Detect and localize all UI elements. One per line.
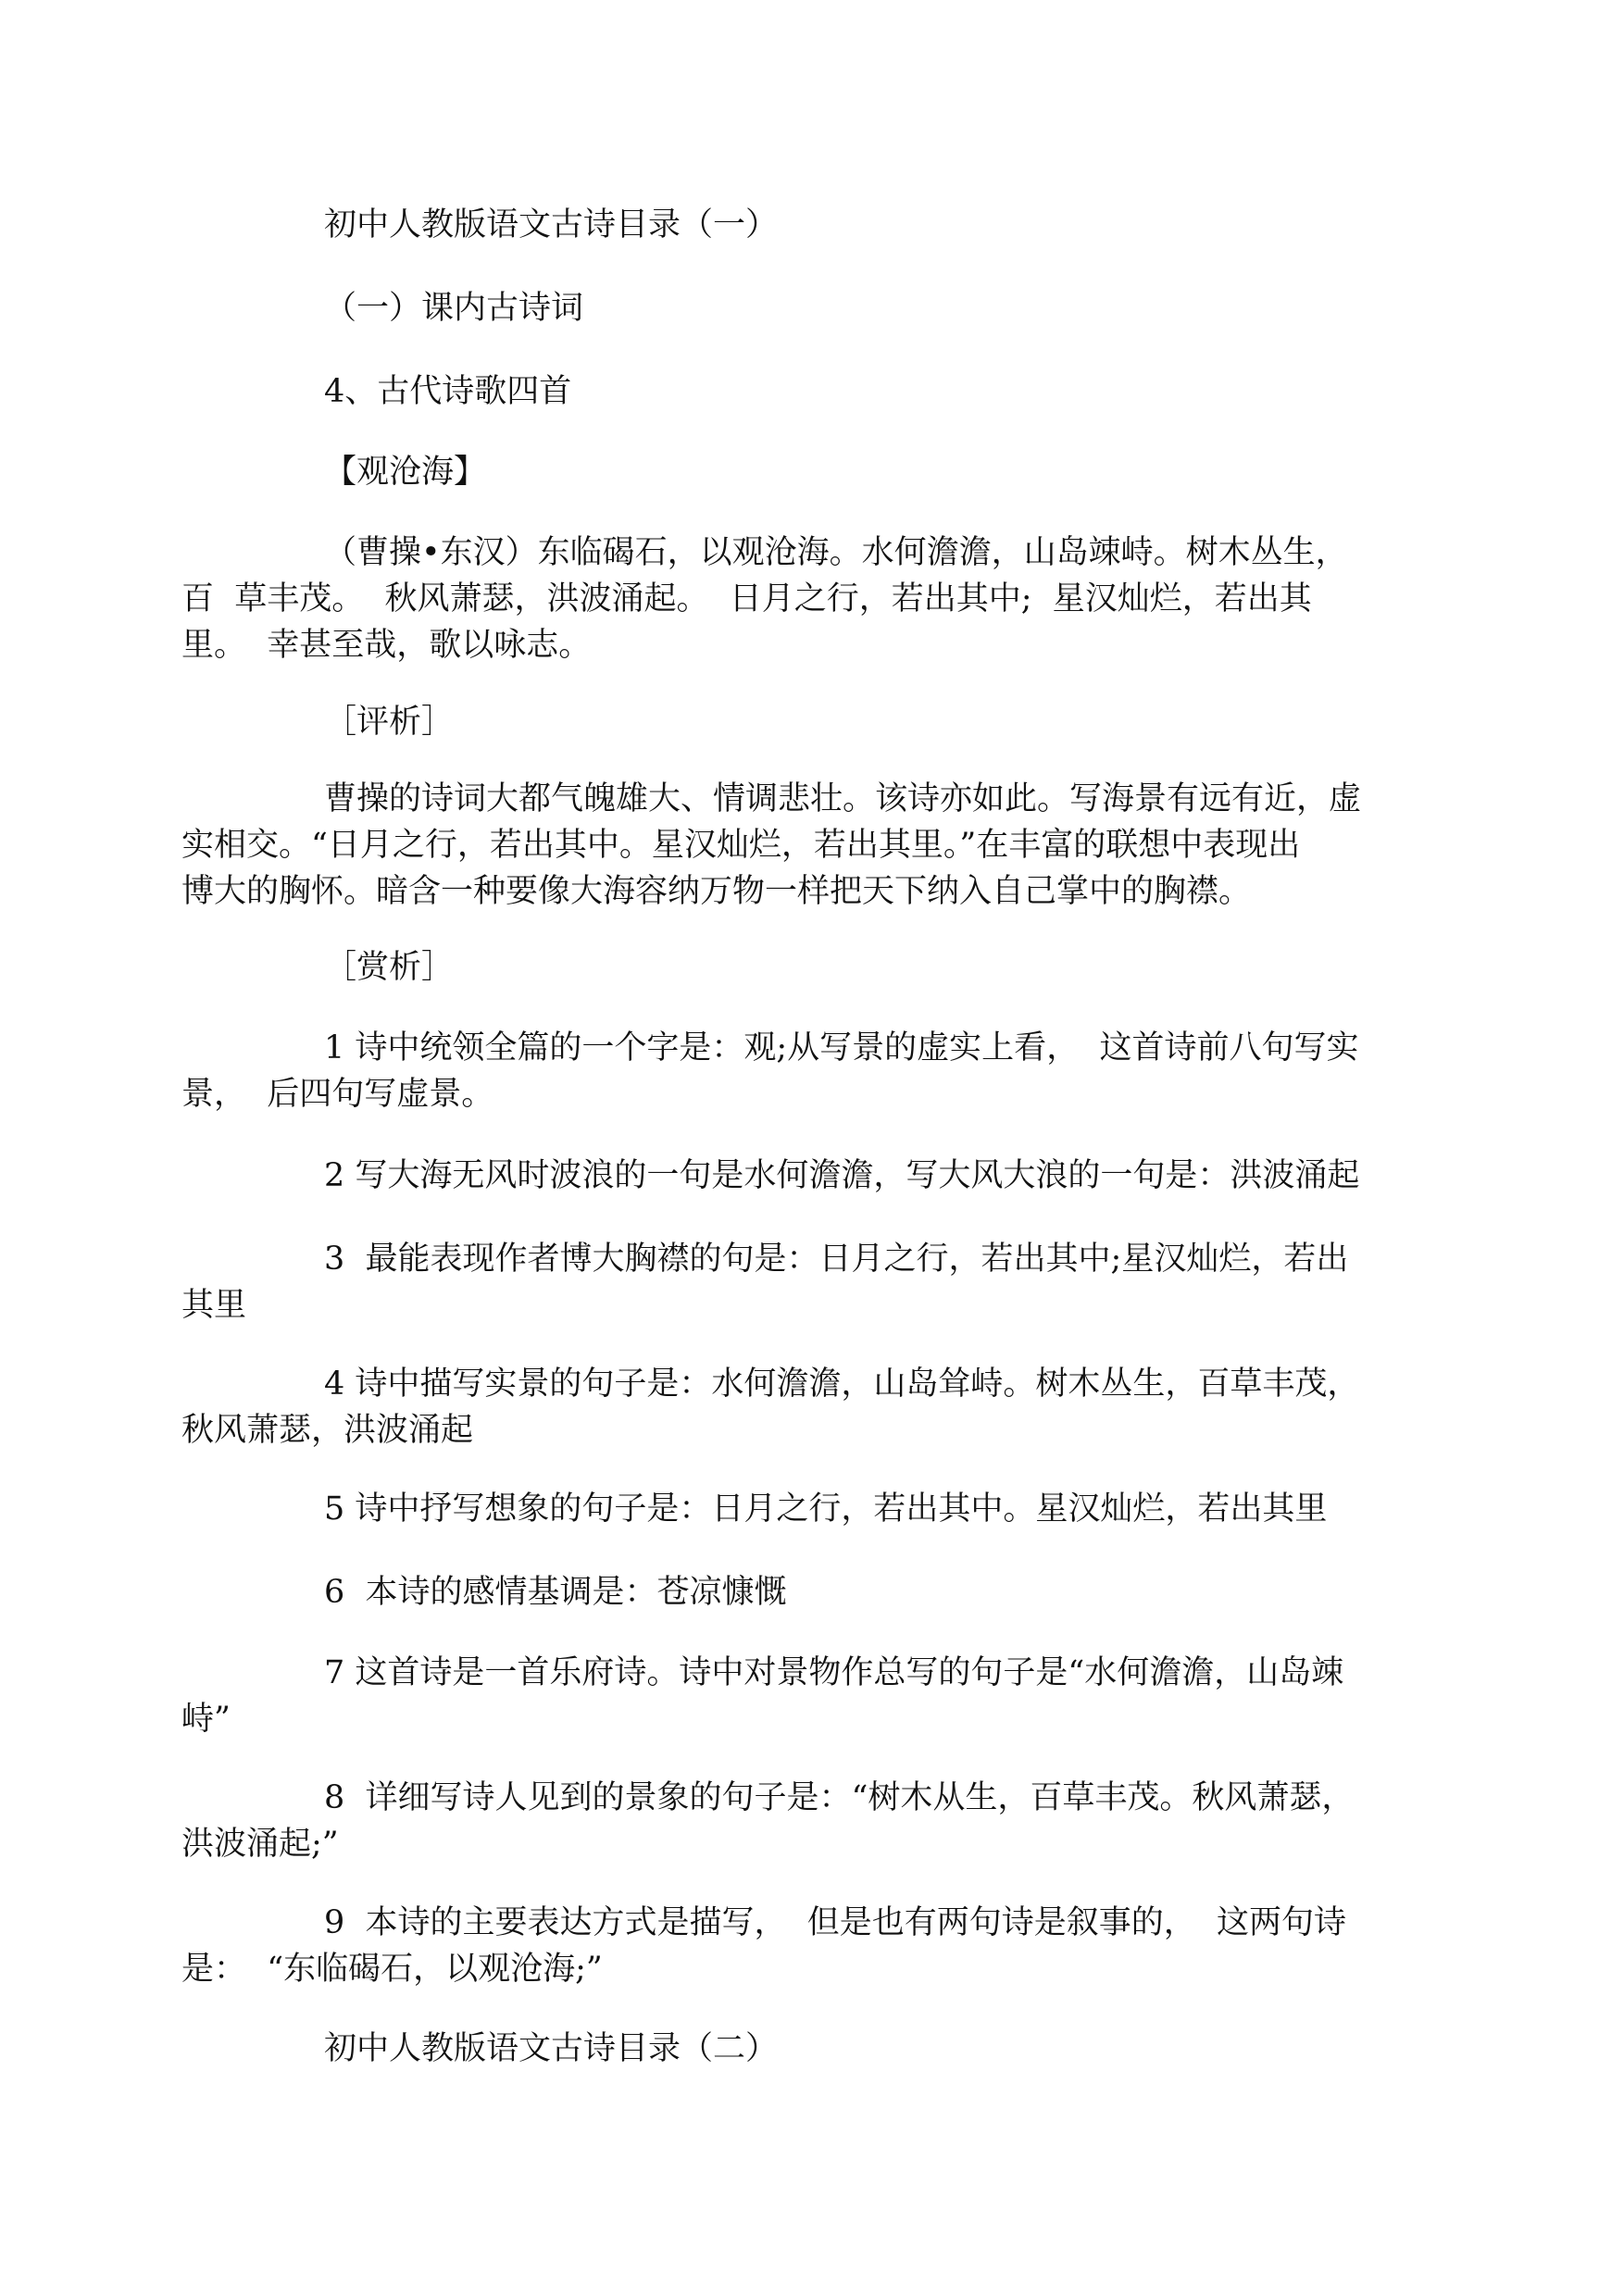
poem-line: 百 草丰茂。 秋风萧瑟，洪波涌起。 日月之行，若出其中; 星汉灿烂，若出其 — [181, 580, 1312, 617]
shangxi-item-line: 秋风萧瑟，洪波涌起 — [181, 1412, 474, 1449]
shangxi-item-line: 5 诗中抒写想象的句子是：日月之行，若出其中。星汉灿烂，若出其里 — [324, 1491, 1328, 1528]
shangxi-item-line: 2 写大海无风时波浪的一句是水何澹澹，写大风大浪的一句是：洪波涌起 — [324, 1157, 1360, 1194]
poem-line: （曹操•东汉）东临碣石，以观沧海。水何澹澹，山岛竦峙。树木丛生， — [324, 534, 1348, 571]
shangxi-item-line: 洪波涌起;” — [181, 1826, 339, 1863]
shangxi-item-line: 其里 — [181, 1287, 247, 1324]
shangxi-item-line: 1 诗中统领全篇的一个字是：观;从写景的虚实上看， 这首诗前八句写实 — [324, 1029, 1359, 1066]
shangxi-item-line: 是： “东临碣石，以观沧海;” — [181, 1951, 603, 1988]
pingxi-heading: ［评析］ — [324, 704, 455, 741]
shangxi-heading: ［赏析］ — [324, 949, 455, 986]
pingxi-line: 曹操的诗词大都气魄雄大、情调悲壮。该诗亦如此。写海景有远有近，虚 — [324, 780, 1362, 817]
shangxi-item-line: 3 最能表现作者博大胸襟的句是：日月之行，若出其中;星汉灿烂，若出 — [324, 1241, 1349, 1278]
shangxi-item-line: 景， 后四句写虚景。 — [181, 1076, 494, 1113]
shangxi-item-line: 6 本诗的感情基调是：苍凉慷慨 — [324, 1574, 787, 1611]
document-title-1: 初中人教版语文古诗目录（一） — [324, 206, 779, 243]
section-heading: （一）课内古诗词 — [324, 290, 584, 327]
pingxi-line: 实相交。“日月之行，若出其中。星汉灿烂，若出其里。”在丰富的联想中表现出 — [181, 827, 1301, 864]
lesson-heading: 4、古代诗歌四首 — [324, 373, 572, 410]
shangxi-item-line: 9 本诗的主要表达方式是描写， 但是也有两句诗是叙事的， 这两句诗 — [324, 1904, 1347, 1941]
document-title-2: 初中人教版语文古诗目录（二） — [324, 2030, 779, 2067]
pingxi-line: 博大的胸怀。暗含一种要像大海容纳万物一样把天下纳入自己掌中的胸襟。 — [181, 873, 1252, 910]
poem-line: 里。 幸甚至哉，歌以咏志。 — [181, 627, 592, 664]
shangxi-item-line: 8 详细写诗人见到的景象的句子是：“树木从生，百草丰茂。秋风萧瑟， — [324, 1779, 1355, 1816]
shangxi-item-line: 4 诗中描写实景的句子是：水何澹澹，山岛耸峙。树木丛生，百草丰茂， — [324, 1366, 1360, 1403]
poem-title: 【观沧海】 — [324, 454, 487, 491]
shangxi-item-line: 峙” — [181, 1701, 231, 1738]
shangxi-item-line: 7 这首诗是一首乐府诗。诗中对景物作总写的句子是“水何澹澹，山岛竦 — [324, 1654, 1344, 1691]
